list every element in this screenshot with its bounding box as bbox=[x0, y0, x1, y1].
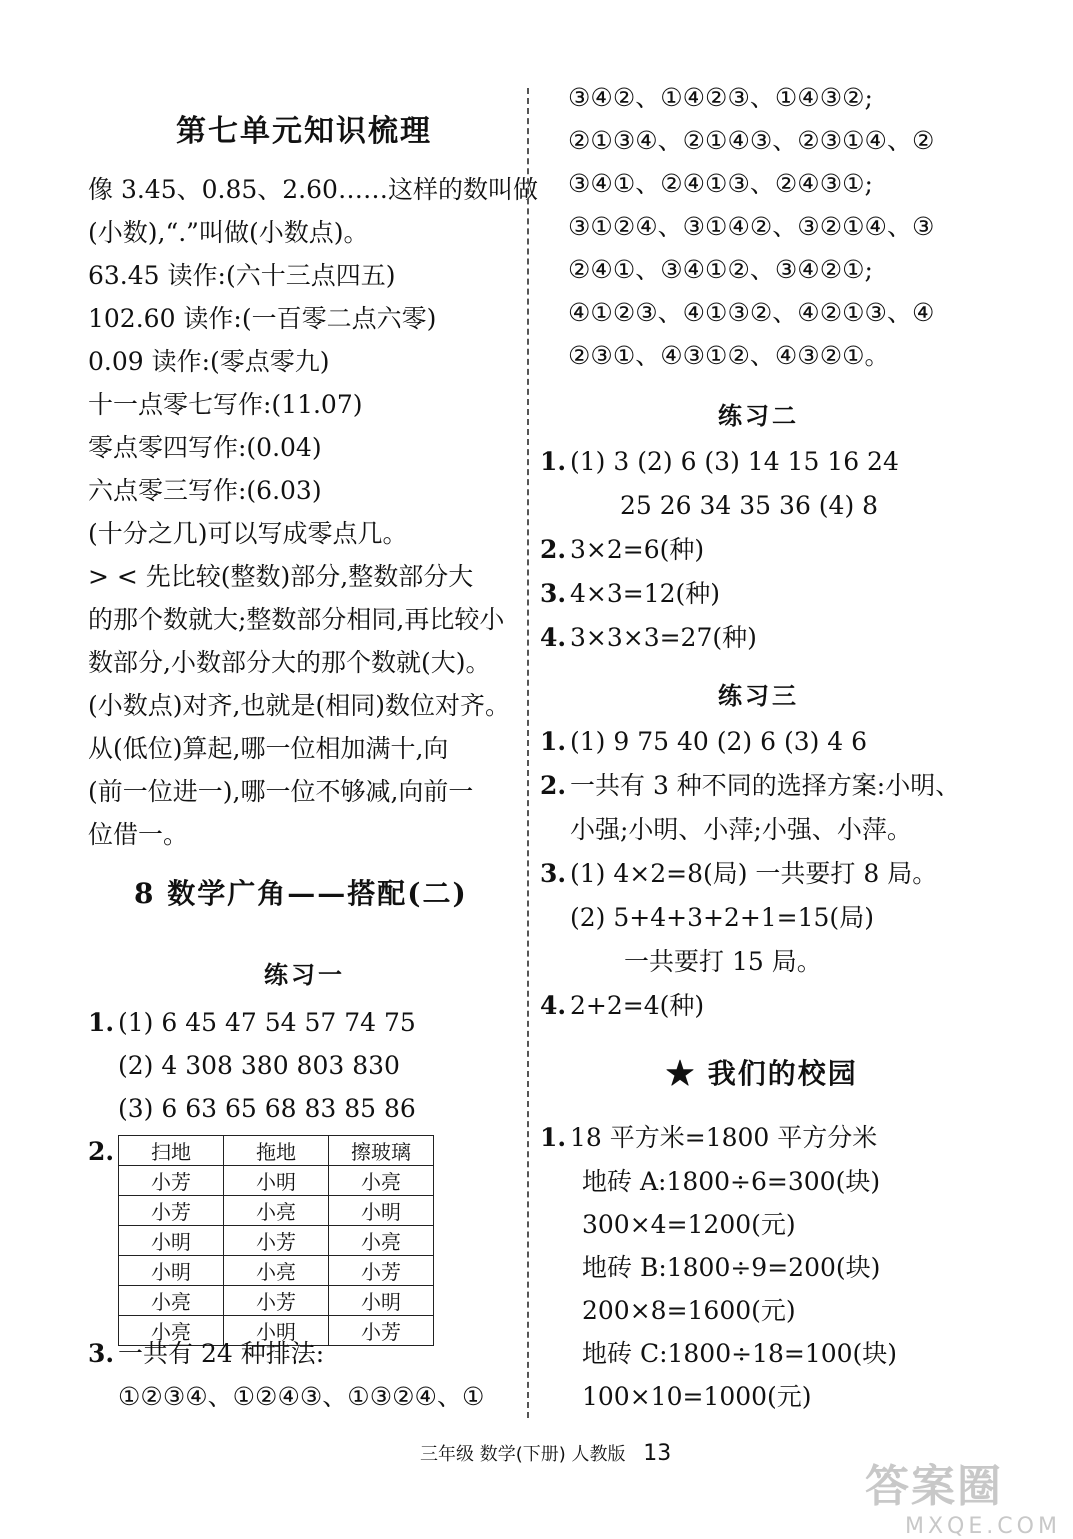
unit7-line: 十一点零七写作:(11.07) bbox=[88, 390, 363, 419]
table-header-row bbox=[119, 1136, 434, 1166]
perm-line: ③④①、②④①③、②④③①; bbox=[568, 169, 873, 198]
table-cell: 小芳 bbox=[119, 1166, 224, 1196]
ex3-q3-text-cont: (2) 5+4+3+2+1=15(局) bbox=[570, 903, 874, 932]
perm-line: ②①③④、②①④③、②③①④、② bbox=[568, 126, 935, 155]
table-cell: 小亮 bbox=[329, 1226, 434, 1256]
table-row bbox=[119, 1286, 434, 1316]
ex2-q4-number: 4. bbox=[540, 623, 567, 652]
campus-line: 地砖 B:1800÷9=200(块) bbox=[582, 1253, 881, 1282]
ex3-q4-number: 4. bbox=[540, 991, 567, 1020]
ex3-q2-number: 2. bbox=[540, 771, 567, 800]
ex3-q2-text: 一共有 3 种不同的选择方案:小明、 bbox=[570, 771, 961, 800]
unit7-line: 六点零三写作:(6.03) bbox=[88, 476, 322, 505]
campus-line: 300×4=1200(元) bbox=[582, 1210, 796, 1239]
perm-line: ③④②、①④②③、①④③②; bbox=[568, 83, 873, 112]
ex2-q2-text: 3×2=6(种) bbox=[570, 535, 705, 564]
table-cell: 小亮 bbox=[224, 1196, 329, 1226]
table-cell: 小明 bbox=[119, 1256, 224, 1286]
watermark-logo: 答案圈 bbox=[865, 1461, 1003, 1512]
unit7-line: 零点零四写作:(0.04) bbox=[88, 433, 322, 462]
table-cell: 小芳 bbox=[329, 1316, 434, 1346]
table-cell: 小芳 bbox=[224, 1286, 329, 1316]
chores-table bbox=[118, 1135, 434, 1346]
ex1-q1-line: (1) 6 45 47 54 57 74 75 bbox=[118, 1008, 416, 1037]
ex3-q1-text: (1) 9 75 40 (2) 6 (3) 4 6 bbox=[570, 727, 868, 756]
unit7-line: (前一位进一),哪一位不够减,向前一 bbox=[88, 777, 474, 806]
perm-line: ②③①、④③①②、④③②①。 bbox=[568, 341, 890, 370]
unit7-line: 从(低位)算起,哪一位相加满十,向 bbox=[88, 734, 449, 763]
campus-line: 200×8=1600(元) bbox=[582, 1296, 796, 1325]
ex3-q1-number: 1. bbox=[540, 727, 567, 756]
table-cell: 小亮 bbox=[329, 1166, 434, 1196]
campus-line: 100×10=1000(元) bbox=[582, 1382, 812, 1411]
campus-q1-number: 1. bbox=[540, 1123, 567, 1152]
perm-line: ④①②③、④①③②、④②①③、④ bbox=[568, 298, 935, 327]
table-row bbox=[119, 1166, 434, 1196]
table-cell: 小芳 bbox=[224, 1226, 329, 1256]
ex3-title: 练习三 bbox=[718, 681, 799, 710]
table-cell: 小明 bbox=[329, 1196, 434, 1226]
ex1-q2-number: 2. bbox=[88, 1137, 115, 1166]
footer-book-info: 三年级 数学(下册) 人教版 bbox=[420, 1444, 626, 1465]
page-footer bbox=[420, 1440, 671, 1466]
campus-line: 地砖 C:1800÷18=100(块) bbox=[582, 1339, 898, 1368]
ex1-q1-line: (2) 4 308 380 803 830 bbox=[118, 1051, 400, 1080]
ex2-q1-text: (1) 3 (2) 6 (3) 14 15 16 24 bbox=[570, 447, 899, 476]
unit7-line: 102.60 读作:(一百零二点六零) bbox=[88, 304, 437, 333]
table-row bbox=[119, 1256, 434, 1286]
unit7-line: (小数),“.”叫做(小数点)。 bbox=[88, 218, 369, 247]
ex3-q2-text-cont: 小强;小明、小萍;小强、小萍。 bbox=[570, 815, 912, 844]
ex2-q1-number: 1. bbox=[540, 447, 567, 476]
table-cell: 小亮 bbox=[119, 1316, 224, 1346]
table-header: 拖地 bbox=[224, 1136, 329, 1166]
watermark-site: MXQE.COM bbox=[905, 1514, 1061, 1539]
ex2-q3-number: 3. bbox=[540, 579, 567, 608]
unit7-line: (十分之几)可以写成零点几。 bbox=[88, 519, 408, 548]
ex1-q1-number: 1. bbox=[88, 1008, 115, 1037]
unit7-line: (小数点)对齐,也就是(相同)数位对齐。 bbox=[88, 691, 510, 720]
unit7-title: 第七单元知识梳理 bbox=[176, 114, 432, 149]
ex1-q3-text: 一共有 24 种排法: bbox=[118, 1339, 325, 1368]
unit7-line: 的那个数就大;整数部分相同,再比较小 bbox=[88, 605, 505, 634]
table-cell: 小明 bbox=[224, 1166, 329, 1196]
ex2-q1-text-cont: 25 26 34 35 36 (4) 8 bbox=[620, 491, 879, 520]
ex3-q3-text: (1) 4×2=8(局) 一共要打 8 局。 bbox=[570, 859, 938, 888]
campus-title: ★ 我们的校园 bbox=[666, 1057, 858, 1090]
ex2-q3-text: 4×3=12(种) bbox=[570, 579, 721, 608]
table-cell: 小明 bbox=[224, 1316, 329, 1346]
campus-line: 地砖 A:1800÷6=300(块) bbox=[582, 1167, 881, 1196]
watermark bbox=[865, 1450, 1065, 1539]
ex2-q2-number: 2. bbox=[540, 535, 567, 564]
ex1-q1-line: (3) 6 63 65 68 83 85 86 bbox=[118, 1094, 416, 1123]
table-cell: 小亮 bbox=[119, 1286, 224, 1316]
table-row bbox=[119, 1226, 434, 1256]
table-row bbox=[119, 1196, 434, 1226]
ex2-q4-text: 3×3×3=27(种) bbox=[570, 623, 757, 652]
ex1-q3-permutations: ①②③④、①②④③、①③②④、① bbox=[118, 1382, 485, 1411]
table-cell: 小芳 bbox=[329, 1256, 434, 1286]
table-header: 擦玻璃 bbox=[329, 1136, 434, 1166]
ex1-q3-number: 3. bbox=[88, 1339, 115, 1368]
unit7-line: 位借一。 bbox=[88, 820, 189, 849]
unit7-line: 0.09 读作:(零点零九) bbox=[88, 347, 330, 376]
perm-line: ③①②④、③①④②、③②①④、③ bbox=[568, 212, 935, 241]
table-cell: 小明 bbox=[119, 1226, 224, 1256]
ex2-title: 练习二 bbox=[718, 401, 799, 430]
unit7-line: > < 先比较(整数)部分,整数部分大 bbox=[88, 562, 474, 591]
unit7-line: 63.45 读作:(六十三点四五) bbox=[88, 261, 396, 290]
ex3-q3-text-cont: 一共要打 15 局。 bbox=[624, 947, 822, 976]
table-cell: 小芳 bbox=[119, 1196, 224, 1226]
ex1-title: 练习一 bbox=[264, 960, 345, 989]
page-number: 13 bbox=[643, 1441, 672, 1466]
campus-line: 18 平方米=1800 平方分米 bbox=[570, 1123, 878, 1152]
table-header: 扫地 bbox=[119, 1136, 224, 1166]
unit8-title: 8 数学广角——搭配(二) bbox=[134, 877, 468, 910]
unit7-line: 像 3.45、0.85、2.60……这样的数叫做 bbox=[88, 175, 538, 204]
ex3-q3-number: 3. bbox=[540, 859, 567, 888]
table-cell: 小明 bbox=[329, 1286, 434, 1316]
unit7-line: 数部分,小数部分大的那个数就(大)。 bbox=[88, 648, 491, 677]
column-divider bbox=[527, 88, 529, 1418]
ex3-q4-text: 2+2=4(种) bbox=[570, 991, 705, 1020]
perm-line: ②④①、③④①②、③④②①; bbox=[568, 255, 873, 284]
table-cell: 小亮 bbox=[224, 1256, 329, 1286]
